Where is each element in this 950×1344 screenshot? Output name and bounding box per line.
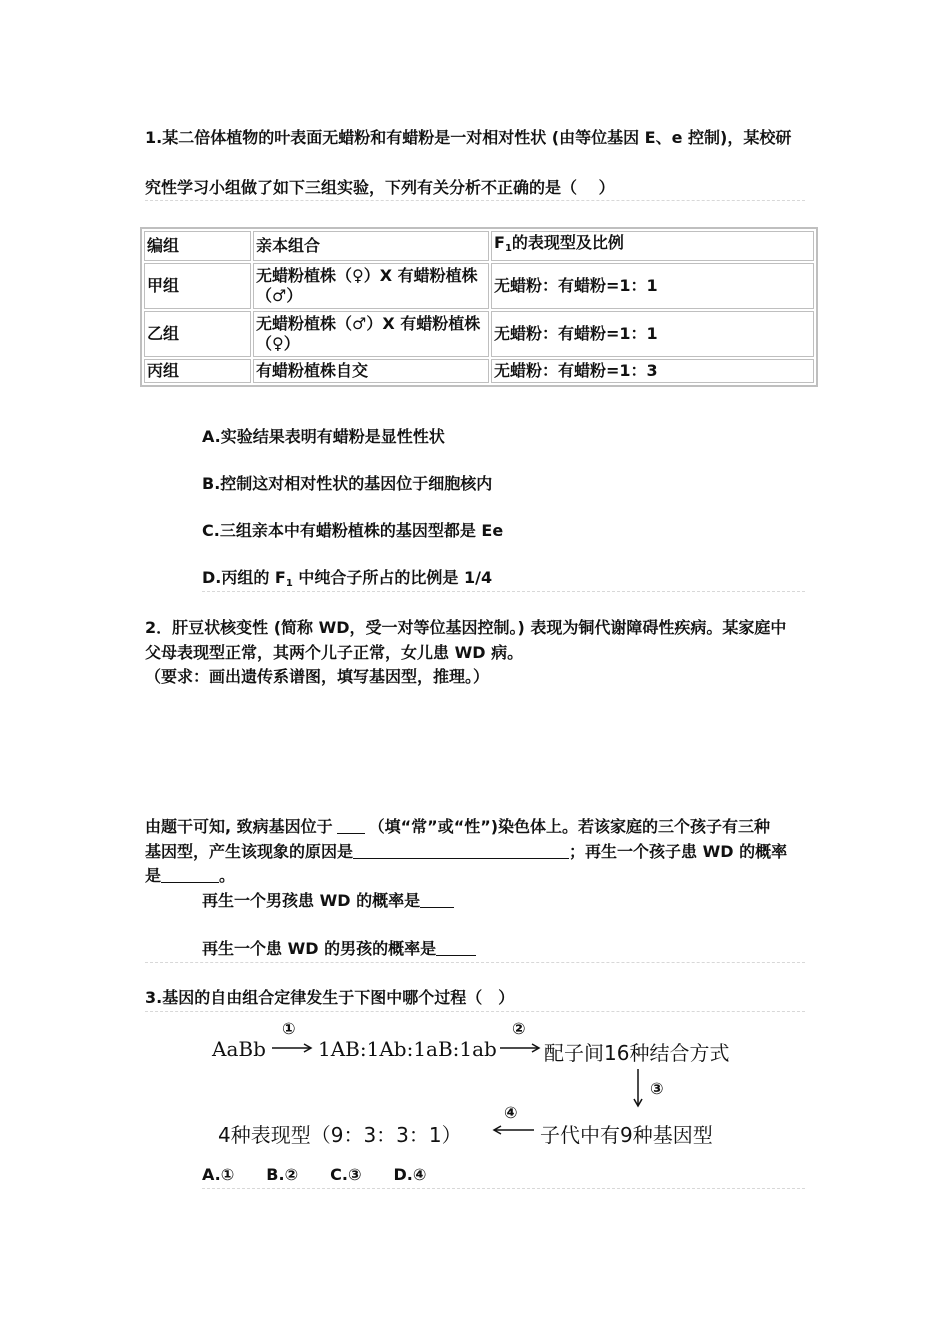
answer-blank[interactable] xyxy=(353,842,569,859)
table-row xyxy=(144,311,814,357)
step-4-label: ④ xyxy=(504,1103,518,1122)
q1-option-c: C.三组亲本中有蜡粉植株的基因型都是 Ee xyxy=(202,521,504,540)
arrow-down-icon xyxy=(632,1069,644,1109)
header-result: $F_1$的表现型及比例 xyxy=(491,231,814,261)
divider xyxy=(145,200,805,201)
answer-blank[interactable] xyxy=(337,817,365,834)
arrow-left-icon xyxy=(492,1124,534,1136)
q1-option-d: D.丙组的 $F_1$ 中纯合子所占的比例是 1/4 xyxy=(202,568,493,589)
q1-stem-line1: 1.某二倍体植物的叶表面无蜡粉和有蜡粉是一对相对性状 (由等位基因 E、e 控制)，某校研 xyxy=(145,128,792,147)
header-group: 编组 xyxy=(144,231,251,261)
arrow-right-icon xyxy=(272,1042,314,1054)
step-3-label: ③ xyxy=(650,1079,664,1098)
divider xyxy=(202,591,805,592)
q2-fill-line1: 由题干可知, 致病基因位于 （填“常”或“性”)染色体上。若该家庭的三个孩子有三种 xyxy=(145,817,771,836)
cell-parents: 无蜡粉植株（♀）X 有蜡粉植株（♂） xyxy=(253,263,489,309)
cell-result: 无蜡粉：有蜡粉=1：1 xyxy=(491,263,814,309)
answer-blank[interactable] xyxy=(161,866,219,883)
q2-stem-line1: 2．肝豆状核变性 (简称 WD，受一对等位基因控制。) 表现为铜代谢障碍性疾病。某家庭中 xyxy=(145,618,787,637)
q2-fill-line4: 再生一个男孩患 WD 的概率是 xyxy=(202,891,454,911)
step-1-label: ① xyxy=(282,1019,296,1038)
header-parents: 亲本组合 xyxy=(253,231,489,261)
arrow-right-icon xyxy=(500,1042,542,1054)
q2-fill-line5: 再生一个患 WD 的男孩的概率是 xyxy=(202,939,476,959)
q3-stem: 3.基因的自由组合定律发生于下图中哪个过程（ ） xyxy=(145,988,515,1007)
cell-result: 无蜡粉：有蜡粉=1：1 xyxy=(491,311,814,357)
diagram-combinations: 配子间16种结合方式 xyxy=(544,1041,730,1065)
cell-parents: 有蜡粉植株自交 xyxy=(253,359,489,383)
cell-group: 乙组 xyxy=(144,311,251,357)
table-header-row xyxy=(144,231,814,261)
diagram-start: AaBb xyxy=(212,1037,266,1061)
answer-blank[interactable] xyxy=(420,891,454,908)
genetics-diagram xyxy=(200,1015,770,1155)
diagram-phenotypes: 4种表现型（9：3：3：1） xyxy=(218,1123,462,1147)
q2-stem-line2: 父母表现型正常，其两个儿子正常，女儿患 WD 病。 xyxy=(145,643,524,662)
experiment-table xyxy=(140,227,818,387)
table-row xyxy=(144,359,814,383)
q1-option-b: B.控制这对相对性状的基因位于细胞核内 xyxy=(202,474,493,493)
cell-group: 丙组 xyxy=(144,359,251,383)
diagram-genotypes: 子代中有9种基因型 xyxy=(540,1123,713,1147)
q3-options: A.① B.② C.③ D.④ xyxy=(202,1165,427,1184)
cell-result: 无蜡粉：有蜡粉=1：3 xyxy=(491,359,814,383)
cell-parents: 无蜡粉植株（♂）X 有蜡粉植株（♀） xyxy=(253,311,489,357)
q2-fill-line2: 基因型，产生该现象的原因是 ；再生一个孩子患 WD 的概率 xyxy=(145,842,788,861)
q2-fill-line3: 是 。 xyxy=(145,866,236,885)
cell-group: 甲组 xyxy=(144,263,251,309)
diagram-gametes: 1AB:1Ab:1aB:1ab xyxy=(318,1037,497,1061)
divider xyxy=(145,962,805,963)
step-2-label: ② xyxy=(512,1019,526,1038)
divider xyxy=(145,1011,805,1012)
answer-blank[interactable] xyxy=(436,939,476,956)
table-row xyxy=(144,263,814,309)
q2-requirement: （要求：画出遗传系谱图，填写基因型，推理。） xyxy=(145,667,490,686)
q1-option-a: A.实验结果表明有蜡粉是显性性状 xyxy=(202,427,445,446)
divider xyxy=(202,1188,805,1189)
q1-stem-line2: 究性学习小组做了如下三组实验，下列有关分析不正确的是（ ） xyxy=(145,178,615,197)
